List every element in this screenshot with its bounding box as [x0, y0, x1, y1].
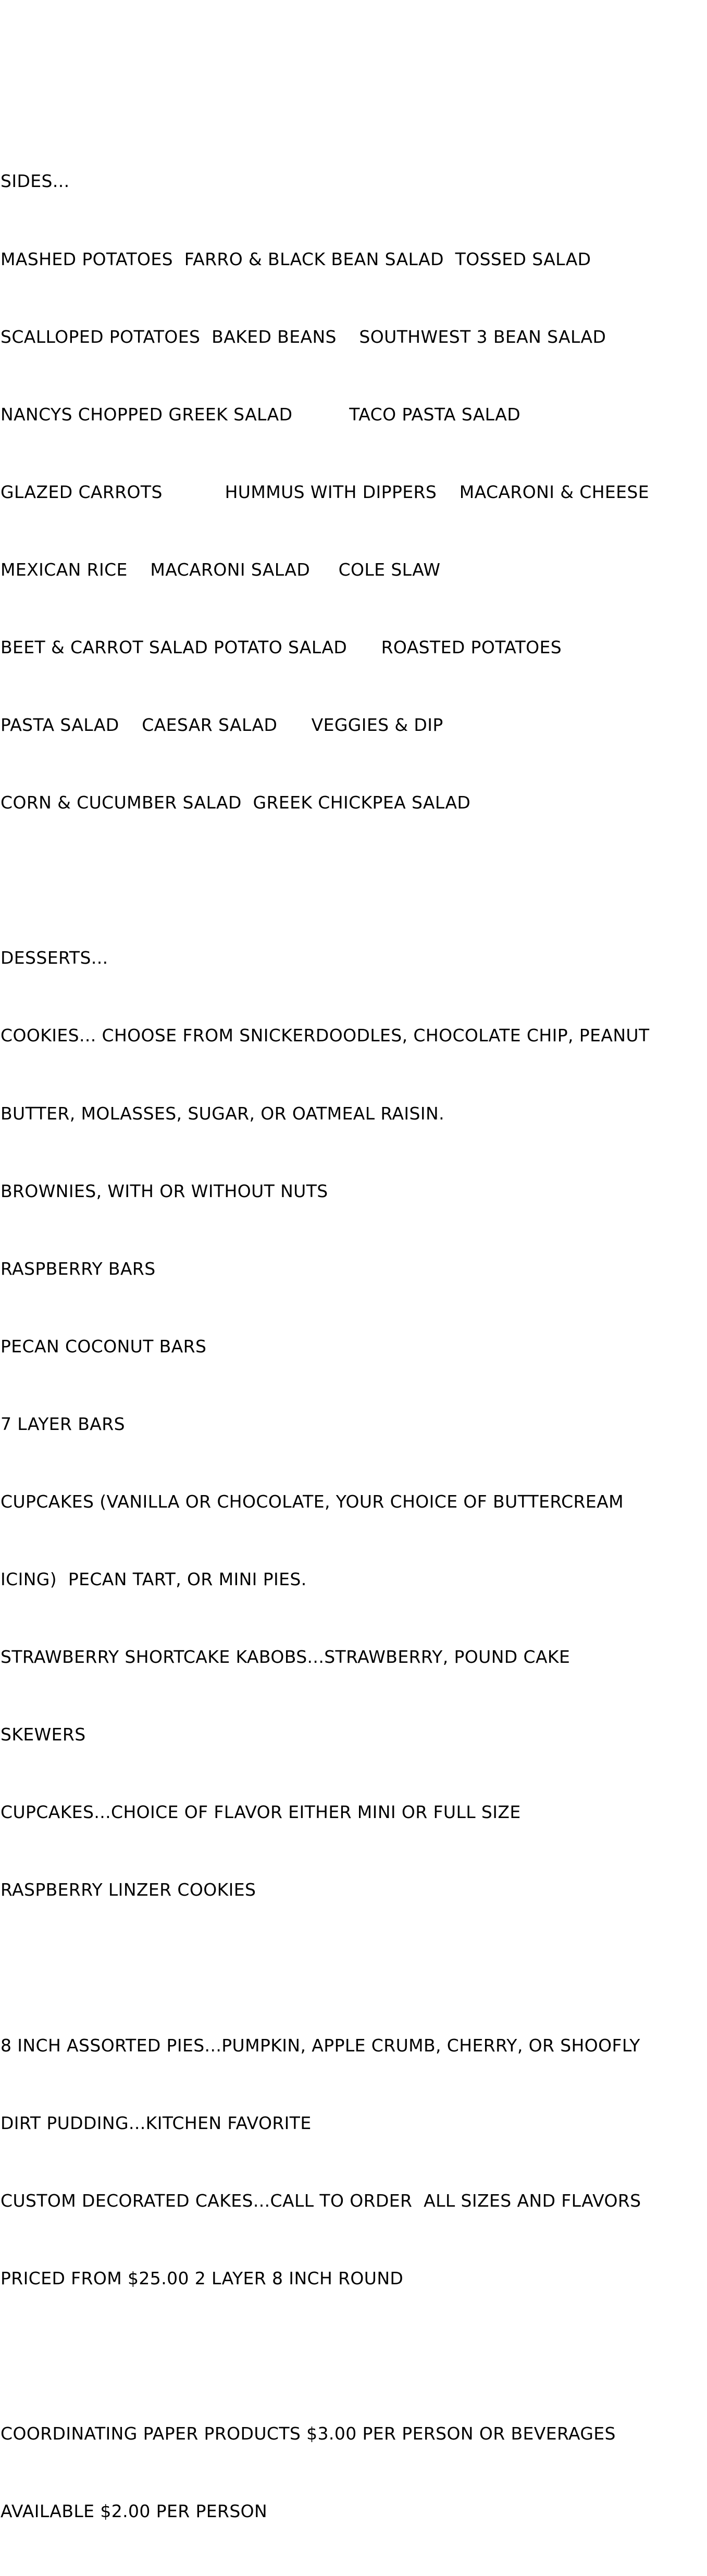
desserts-line-11: CUPCAKES...CHOICE OF FLAVOR EITHER MINI OR FULL SIZE [1, 1802, 521, 1823]
pies-line-1: 8 INCH ASSORTED PIES...PUMPKIN, APPLE CRUMB, CHERRY, OR SHOOFLY [1, 2035, 640, 2056]
desserts-line-1: COOKIES... CHOOSE FROM SNICKERDOODLES, CHOCOLATE CHIP, PEANUT [1, 1025, 650, 1046]
sides-heading: SIDES... [1, 171, 70, 192]
desserts-line-7: CUPCAKES (VANILLA OR CHOCOLATE, YOUR CHOICE OF BUTTERCREAM [1, 1491, 624, 1512]
menu-text [1, 117, 705, 2576]
sides-line-3: NANCYS CHOPPED GREEK SALAD TACO PASTA SALAD [1, 404, 521, 425]
desserts-line-9: STRAWBERRY SHORTCAKE KABOBS...STRAWBERRY, POUND CAKE [1, 1647, 570, 1667]
desserts-line-2: BUTTER, MOLASSES, SUGAR, OR OATMEAL RAISIN. [1, 1103, 444, 1124]
sides-line-1: MASHED POTATOES FARRO & BLACK BEAN SALAD TOSSED SALAD [1, 248, 591, 269]
pies-line-4: PRICED FROM $25.00 2 LAYER 8 INCH ROUND [1, 2268, 404, 2288]
blank-line [1, 867, 705, 893]
desserts-line-8: ICING) PECAN TART, OR MINI PIES. [1, 1569, 307, 1590]
blank-line [1, 1955, 705, 1981]
sides-line-4: GLAZED CARROTS HUMMUS WITH DIPPERS MACARONI & CHEESE [1, 481, 650, 502]
desserts-line-4: RASPBERRY BARS [1, 1258, 156, 1279]
extras-line-1: COORDINATING PAPER PRODUCTS $3.00 PER PERSON OR BEVERAGES [1, 2423, 616, 2444]
desserts-line-10: SKEWERS [1, 1724, 86, 1745]
sides-line-8: CORN & CUCUMBER SALAD GREEK CHICKPEA SALAD [1, 792, 471, 813]
blank-line [1, 2343, 705, 2369]
sides-line-7: PASTA SALAD CAESAR SALAD VEGGIES & DIP [1, 715, 443, 736]
extras-line-2: AVAILABLE $2.00 PER PERSON [1, 2501, 268, 2522]
desserts-line-12: RASPBERRY LINZER COOKIES [1, 1880, 256, 1900]
pies-line-2: DIRT PUDDING...KITCHEN FAVORITE [1, 2112, 312, 2133]
sides-line-6: BEET & CARROT SALAD POTATO SALAD ROASTED POTATOES [1, 637, 562, 657]
sides-line-2: SCALLOPED POTATOES BAKED BEANS SOUTHWEST 3 BEAN SALAD [1, 326, 606, 347]
desserts-line-5: PECAN COCONUT BARS [1, 1336, 207, 1357]
desserts-heading: DESSERTS... [1, 948, 108, 968]
pies-line-3: CUSTOM DECORATED CAKES...CALL TO ORDER ALL SIZES AND FLAVORS [1, 2190, 641, 2211]
desserts-line-6: 7 LAYER BARS [1, 1413, 125, 1434]
sides-line-5: MEXICAN RICE MACARONI SALAD COLE SLAW [1, 559, 441, 580]
desserts-line-3: BROWNIES, WITH OR WITHOUT NUTS [1, 1180, 328, 1201]
